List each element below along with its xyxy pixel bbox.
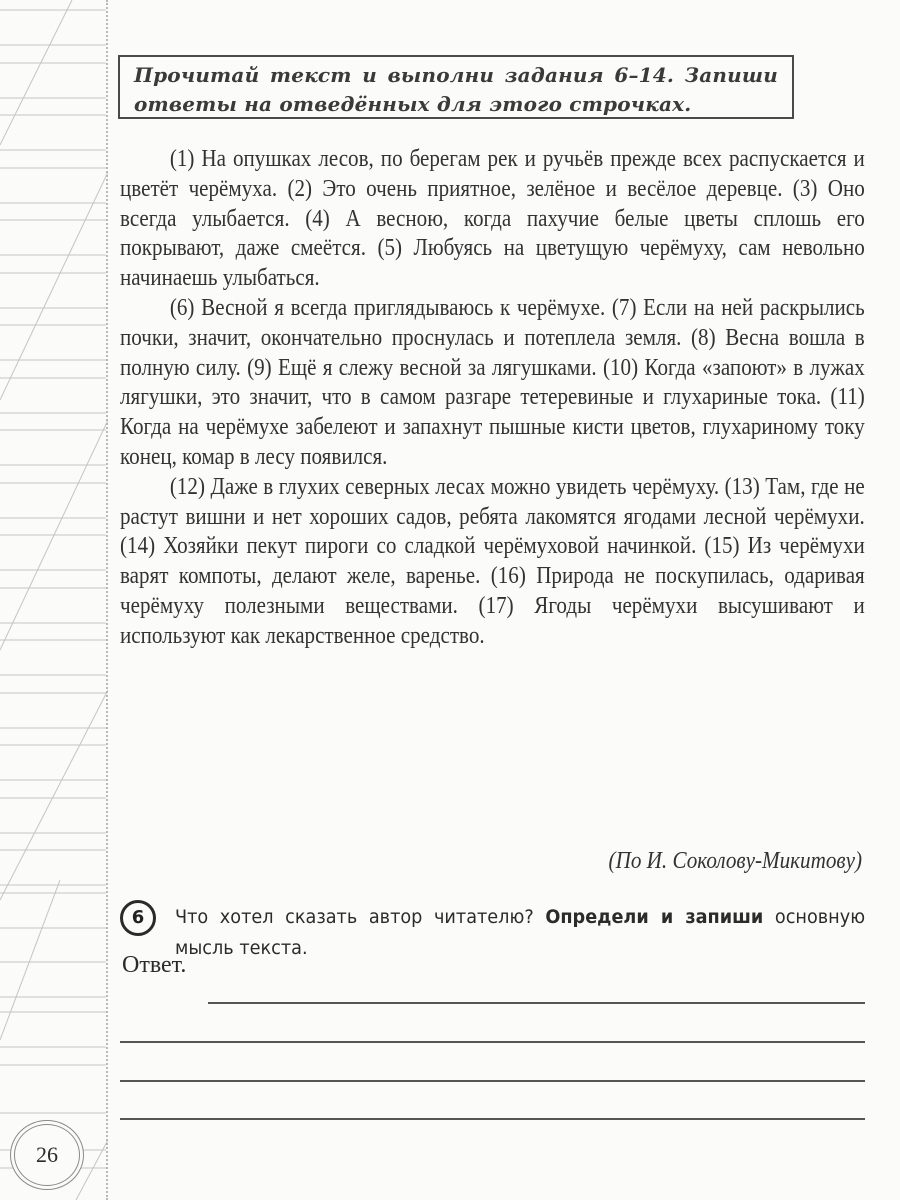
task-question-bold: Определи и запиши — [545, 906, 764, 928]
margin-lines-graphic — [0, 0, 108, 1200]
answer-line-3[interactable] — [120, 1080, 865, 1082]
task-question-tail: основную мысль текста. — [175, 906, 866, 959]
answer-line-2[interactable] — [120, 1041, 865, 1043]
task-question-plain: Что хотел сказать автор читателю? — [175, 906, 546, 928]
page-number: 26 — [14, 1124, 80, 1186]
task-question — [175, 902, 865, 964]
instruction-text: Прочитай текст и выполни задания 6–14. Запиши ответы на отведённых для этого строчках. — [134, 63, 778, 116]
margin-dotted-rule — [106, 0, 108, 1200]
answer-line-1[interactable] — [208, 1002, 865, 1004]
reading-text — [120, 144, 865, 651]
instruction-box — [118, 55, 794, 119]
ruled-margin — [0, 0, 108, 1200]
paragraph-2: (6) Весной я всегда приглядываюсь к черёмухе. (7) Если на ней раскрылись почки, значит, окончательно проснулась и потеплела земля. (8) Весна вошла в полную силу. (9) Ещё я слежу весной за лягушками. (10) Когда «запоют» в лужах лягушки, это значит, что в самом разгаре тетеревиные и глухариные тока. (11) Когда на черёмухе забелеют и запахнут пышные кисти цветов, глухариному току конец, комар в лесу появился. — [120, 293, 865, 470]
text-source-attribution: (По И. Соколову-Микитову) — [608, 848, 862, 874]
answer-line-4[interactable] — [120, 1118, 865, 1120]
answer-label: Ответ. — [122, 952, 187, 978]
paragraph-3: (12) Даже в глухих северных лесах можно увидеть черёмуху. (13) Там, где не растут вишни и нет хороших садов, ребята лакомятся ягодами лесной черёмухи. (14) Хозяйки пекут пироги со сладкой черёмуховой начинкой. (15) Из черёмухи варят компоты, делают желе, варенье. (16) Природа не поскупилась, одаривая черёмуху полезными веществами. (17) Ягоды черёмухи высушивают и используют как лекарственное средство. — [120, 472, 865, 649]
paragraph-1: (1) На опушках лесов, по берегам рек и ручьёв прежде всех распускается и цветёт черёмуха. (2) Это очень приятное, зелёное и весёлое деревце. (3) Оно всегда улыбается. (4) А весною, когда пахучие белые цветы сплошь его покрывают, даже смеётся. (5) Любуясь на цветущую черёмуху, сам невольно начинаешь улыбаться. — [120, 145, 865, 292]
task-number-badge: 6 — [120, 900, 156, 936]
